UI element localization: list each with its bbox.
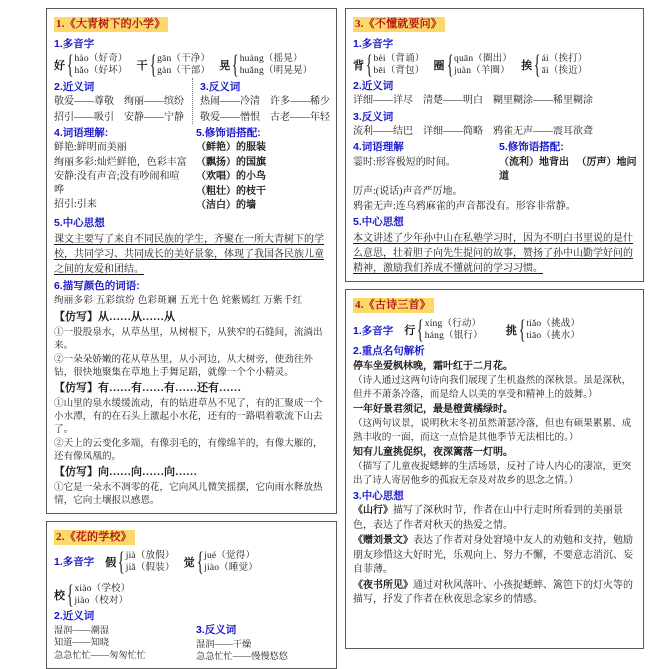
poem-idea-row: [353, 504, 637, 533]
lesson-1-pattern-3-example: ①它是一朵永不凋零的花，它向风儿微笑摇摆，它向雨水释放热情，它向土壤报以感恩。: [54, 481, 323, 506]
lesson-3-title: 3.《不懂就要问》: [353, 17, 445, 32]
word-pair: 详细——简略: [423, 125, 484, 137]
word-pair: 急急忙忙——匆匆忙忙: [54, 649, 146, 660]
polyphone-readings: [204, 550, 258, 574]
lesson-3-synonyms-label: 2.近义词: [353, 80, 394, 92]
lesson-3-defs-mods-labels: [353, 138, 637, 155]
polyphone-char: 好: [54, 60, 65, 72]
lesson-1-pattern-2-example: ①山里的泉水缓缓流动，有的钻进草丛不见了，有的汇聚成一个小水潭，有的在石头上激起小水花，还有的一路唱着歌流下山去了。: [54, 397, 323, 435]
definition-item: 厉声:(说话)声音严厉地。: [353, 186, 463, 197]
lesson-card-4: [345, 289, 644, 649]
definition-item: 鲜艳:鲜明而美丽: [54, 142, 127, 153]
polyphone-readings: [74, 53, 127, 77]
brace-icon: {: [232, 50, 239, 79]
poem-idea-row: [353, 579, 637, 608]
lesson-2-title: 2.《花的学校》: [54, 530, 135, 545]
lesson-1-color-words-list: 绚丽多彩 五彩缤纷 色彩斑斓 五光十色 姹紫嫣红 万紫千红: [54, 295, 303, 306]
poem-book-title: 《夜书所见》: [353, 579, 414, 591]
poem-quote: 停车坐爱枫林晚，霜叶红于二月花。: [353, 361, 514, 372]
lesson-3-antonyms-label: 3.反义词: [353, 110, 394, 123]
modifier-item: （飘扬）的国旗: [196, 156, 267, 168]
word-pair: 敬爱——尊敬: [54, 96, 114, 107]
polyphone-readings: [454, 53, 512, 77]
word-pair: 详细——详尽: [353, 95, 414, 106]
word-pair: 知道——知晓: [54, 637, 110, 647]
lesson-1-central-idea-text: 课文主要写了来自不同民族的学生，齐聚在一所大青树下的学校，共同学习、共同成长的美好景象，体现了我国各民族儿童之间的友爱和团结。: [54, 233, 324, 275]
polyphone-char: 校: [54, 589, 65, 602]
word-pair: 鸦雀无声——震耳欲聋: [493, 125, 594, 137]
reading: jiǎ（假装）: [125, 562, 175, 573]
polyphone-entry: [433, 50, 513, 79]
modifier-item: （鲜艳）的服装: [196, 142, 267, 153]
polyphone-entry: [136, 50, 211, 79]
polyphone-char: 假: [105, 556, 117, 569]
polyphone-readings: [240, 53, 313, 77]
lesson-3-modifiers-list: [499, 155, 637, 184]
lesson-3-polyphone-label: 1.多音字: [353, 38, 394, 50]
lesson-4-polyphone-group: [353, 315, 637, 344]
lesson-1-definitions-label: 4.词语理解:: [54, 127, 109, 139]
lesson-1-synonyms-label: 2.近义词: [54, 81, 95, 93]
brace-icon: {: [446, 50, 454, 79]
lesson-3-modifiers-label: 5.修饰语搭配:: [499, 141, 564, 153]
poem-note: （诗人通过这两句诗向我们展现了生机盎然的深秋景。虽是深秋，但并不萧条冷落，而是给人以美的享受和精神上的鼓舞。）: [353, 375, 632, 400]
polyphone-char: 挨: [521, 60, 533, 72]
lesson-3-definition-first: [353, 155, 491, 184]
lesson-1-pattern-1-example: ①一股股泉水，从草丛里，从树根下，从狭窄的石缝间，流淌出来。: [54, 326, 323, 351]
word-pair: 古老——年轻: [270, 111, 331, 123]
polyphone-entry: [105, 546, 175, 576]
reading: huàng（摇晃）: [239, 54, 303, 64]
lesson-1-synonyms-block: [54, 78, 184, 124]
polyphone-char: 行: [404, 325, 416, 337]
word-pair: 招引——吸引: [54, 111, 114, 123]
definition-item: 鸦雀无声:连乌鸦麻雀的声音都没有。形容非常静。: [353, 200, 576, 212]
modifier-row: [499, 156, 637, 183]
lesson-1-pattern-1-label: 【仿写】从……从……从: [54, 310, 175, 323]
lesson-2-antonyms-label: 3.反义词: [196, 623, 237, 636]
polyphone-char: 圈: [433, 60, 445, 72]
polyphone-entry: [54, 50, 128, 79]
reading: gān（干净）: [157, 54, 211, 64]
modifier-item: （厉声）地问道: [499, 157, 637, 182]
definition-item: 招引:引来: [54, 199, 97, 210]
lesson-4-polyphone-label: 1.多音字: [353, 324, 394, 337]
poem-book-title: 《山行》: [353, 505, 394, 516]
poem-book-title: 《赠刘景文》: [353, 535, 414, 546]
polyphone-entry: [521, 50, 588, 79]
lesson-1-pattern-2-label: 【仿写】有……有……有……还有……: [54, 381, 241, 394]
lesson-2-synonyms-label: 2.近义词: [54, 609, 95, 622]
lesson-3-defs-mods-first: [353, 155, 637, 184]
lesson-1-definitions-list: [54, 141, 188, 212]
lesson-1-central-idea-label: 5.中心思想: [54, 216, 105, 229]
reading: gàn（干部）: [157, 66, 211, 76]
polyphone-readings: [157, 53, 210, 77]
lesson-3-definitions-label: 4.词语理解: [353, 141, 404, 153]
reading: xíng（行动）: [424, 319, 482, 329]
word-pair: 糊里糊涂——稀里糊涂: [493, 95, 594, 106]
lesson-1-polyphone-label: 1.多音字: [54, 38, 95, 50]
reading: juàn（羊圈）: [454, 66, 510, 76]
lesson-1-pattern-2-example: ②天上的云变化多端，有像羽毛的，有像绵羊的，有像大雁的，还有像凤凰的。: [54, 437, 323, 462]
brace-icon: {: [533, 50, 541, 79]
word-pair: 湿润——潮湿: [54, 624, 110, 635]
polyphone-char: 晃: [219, 60, 231, 72]
reading: jiào（校对）: [74, 595, 129, 606]
brace-icon: {: [66, 50, 74, 79]
lesson-1-defs-mods: [54, 124, 330, 214]
reading: jué（觉得）: [204, 550, 256, 561]
modifier-item: （流利）地背出: [499, 157, 570, 168]
poem-note: （这两句议景，说明秋末冬初虽然萧瑟冷落，但也有硕果累累、成熟丰收的一面，而这一点恰是其他季节无法相比的。）: [353, 418, 632, 443]
polyphone-readings: [542, 53, 588, 77]
brace-icon: {: [118, 546, 125, 576]
poem-note: （描写了儿童夜捉蟋蟀的生活场景，反衬了诗人内心的凄凉，更突出了诗人寄居他乡的孤寂无奈及对故乡的思念之情。）: [353, 461, 632, 486]
lesson-3-definitions-rest: [353, 185, 637, 213]
reading: tiǎo（挑战）: [526, 319, 581, 329]
reading: tiāo（挑水）: [526, 331, 581, 341]
brace-icon: {: [196, 546, 204, 576]
word-pair: 许多——稀少: [270, 96, 331, 107]
brace-icon: {: [365, 50, 373, 79]
word-pair: 安静——宁静: [124, 111, 184, 123]
polyphone-readings: [526, 318, 580, 342]
definition-item: 霎时:形容极短的时间。: [353, 157, 456, 168]
lesson-1-antonyms-list: [200, 95, 330, 124]
lesson-card-2: [46, 521, 337, 669]
lesson-4-central-idea-label: 3.中心思想: [353, 490, 404, 502]
brace-icon: {: [149, 50, 157, 79]
polyphone-entry: [183, 546, 258, 576]
reading: xiào（学校）: [74, 583, 131, 594]
polyphone-char: 干: [136, 60, 148, 72]
reading: ái（挨打）: [541, 54, 588, 64]
polyphone-readings: [374, 53, 425, 77]
lesson-3-polyphone-group: [353, 50, 637, 79]
poem-quote: 知有儿童挑促织，夜深篱落一灯明。: [353, 447, 514, 458]
poem-idea-row: [353, 534, 637, 578]
lesson-1-title: 1.《大青树下的小学》: [54, 17, 168, 32]
polyphone-char: 背: [353, 60, 365, 72]
definition-item: 安静:没有声音;没有吵闹和喧哗: [54, 171, 180, 196]
reading: jià（放假）: [125, 550, 175, 561]
reading: bēi（背包）: [373, 66, 425, 76]
poem-idea-text: 描写了深秋时节，作者在山中行走时所看到的美丽景色，表达了作者对秋天的热爱之情。: [353, 505, 624, 531]
lesson-1-modifiers-list: [196, 141, 330, 213]
lesson-2-antonyms-block: [196, 624, 330, 663]
right-column: [345, 8, 644, 649]
lesson-1-syn-ant: [54, 78, 330, 124]
polyphone-char: 觉: [183, 556, 195, 569]
lesson-2-polyphone-label: 1.多音字: [54, 556, 95, 568]
polyphone-entry: [353, 50, 425, 79]
modifier-item: （洁白）的墙: [196, 200, 257, 211]
reading: āi（挨近）: [541, 66, 588, 76]
lesson-3-central-idea-label: 5.中心思想: [353, 216, 404, 228]
polyphone-readings: [425, 318, 483, 342]
word-pair: 热闹——冷清: [200, 96, 261, 107]
modifier-item: （欢唱）的小鸟: [196, 171, 267, 182]
lesson-1-antonyms-label: 3.反义词: [200, 81, 241, 93]
lesson-card-1: [46, 8, 337, 514]
polyphone-readings: [74, 583, 130, 607]
lesson-1-synonyms-list: [54, 95, 184, 124]
lesson-1-antonyms-block: [192, 78, 330, 124]
polyphone-entry: [404, 315, 483, 344]
lesson-4-poem-analysis-label: 2.重点名句解析: [353, 345, 425, 357]
lesson-3-central-idea-text: 本文讲述了少年孙中山在私塾学习时，因为不明白书里说的是什么意思，壮着胆子向先生提问的故事，赞扬了孙中山勤学好问的精神，激励我们养成不懂就问的学习习惯。: [353, 233, 634, 274]
left-column: [46, 8, 337, 661]
reading: hǎo（好坏）: [74, 66, 128, 76]
polyphone-readings: [126, 550, 175, 574]
polyphone-entry: [505, 315, 581, 344]
poem-idea-text: 表达了作者对身处窘境中友人的劝勉和支持，勉励朋友珍惜这大好时光，乐观向上、努力不懈，不要意志消沉、妄自菲薄。: [353, 535, 634, 575]
lesson-1-modifiers-block: [196, 124, 330, 214]
lesson-1-polyphone-group: [54, 50, 330, 79]
reading: bèi（背诵）: [373, 54, 425, 64]
brace-icon: {: [518, 315, 526, 344]
brace-icon: {: [417, 315, 424, 344]
reading: huǎng（明晃晃）: [239, 66, 313, 76]
reading: quān（圈出）: [454, 54, 513, 64]
lesson-2-syn-ant: [54, 624, 330, 663]
word-pair: 绚丽——缤纷: [124, 96, 184, 107]
poem-quote: 一年好景君须记，最是橙黄橘绿时。: [353, 404, 514, 415]
polyphone-char: 挑: [505, 325, 517, 337]
lesson-card-3: [345, 8, 644, 282]
lesson-1-modifiers-label: 5.修饰语搭配:: [196, 127, 261, 139]
word-pair: 敬爱——憎恨: [200, 111, 261, 123]
lesson-1-definitions-block: [54, 124, 188, 214]
polyphone-entry: [54, 579, 131, 609]
lesson-1-pattern-3-label: 【仿写】向……向……向……: [54, 465, 197, 478]
lesson-1-color-words-label: 6.描写颜色的词语:: [54, 279, 140, 292]
lesson-2-polyphone-group: [54, 546, 330, 609]
lesson-2-synonyms-block: [54, 624, 188, 663]
definition-item: 绚丽多彩:灿烂鲜艳，色彩丰富: [54, 156, 187, 168]
word-pair: 清楚——明白: [423, 95, 484, 106]
word-pair: 湿润——干燥: [196, 638, 252, 649]
lesson-1-pattern-1-example: ②一朵朵娇嫩的花从草丛里，从小河边，从大树旁，使劲往外钻，很快地聚集在草地上手舞足蹈，就像一个个小精灵。: [54, 353, 314, 378]
modifier-item: （粗壮）的枝干: [196, 185, 267, 197]
poem-idea-text: 通过对秋风落叶、小孩捉蟋蟀、篱笆下的灯火等的描写，抒发了作者在秋夜思念家乡的情感。: [353, 579, 634, 605]
reading: jiào（睡觉）: [204, 562, 258, 573]
lesson-4-title: 4.《古诗三首》: [353, 298, 434, 313]
polyphone-entry: [219, 50, 313, 79]
brace-icon: {: [66, 579, 74, 609]
word-pair: 流利——结巴: [353, 125, 414, 137]
lesson-3-synonyms-list: [353, 94, 637, 108]
word-pair: 急急忙忙——慢慢悠悠: [196, 651, 288, 661]
reading: háng（银行）: [424, 331, 483, 341]
reading: hào（好奇）: [74, 54, 128, 64]
lesson-3-antonyms-list: [353, 125, 637, 139]
